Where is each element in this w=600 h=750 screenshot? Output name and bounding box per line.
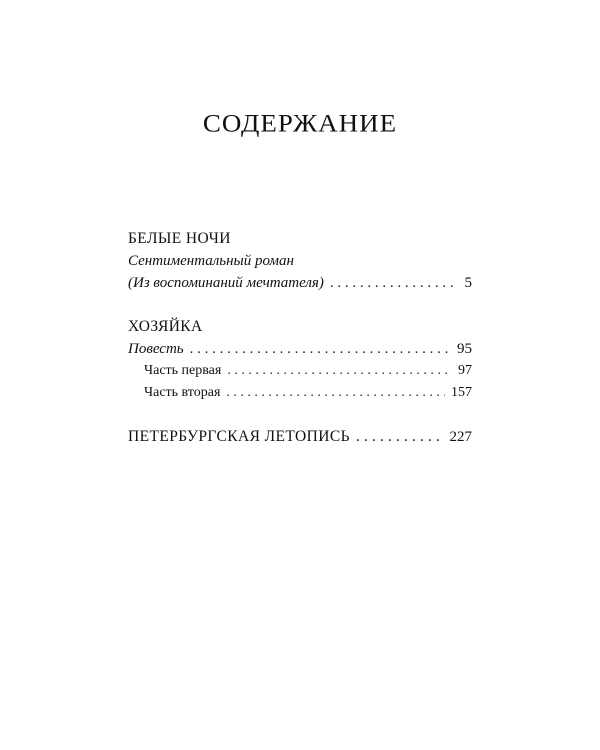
toc-page-number: 97 xyxy=(458,363,472,378)
toc-heading-petersburg-chronicle: ПЕТЕРБУРГСКАЯ ЛЕТОПИСЬ xyxy=(128,428,350,445)
toc-page-number: 5 xyxy=(464,275,472,291)
dot-leader xyxy=(330,272,456,294)
toc-entry-label: Повесть xyxy=(128,341,184,357)
dot-leader xyxy=(190,338,451,360)
toc-page-number: 95 xyxy=(457,341,472,357)
toc-entry-part-two[interactable] xyxy=(128,382,472,404)
dot-leader xyxy=(227,360,452,382)
toc-subtitle-label: Сентиментальный роман xyxy=(128,253,294,269)
toc-page-number: 157 xyxy=(451,385,472,400)
toc-entry-white-nights[interactable] xyxy=(128,272,472,294)
toc-heading-landlady[interactable]: ХОЗЯЙКА xyxy=(128,318,203,335)
toc-entry-landlady[interactable] xyxy=(128,338,472,360)
toc-subtitle xyxy=(128,250,472,272)
toc-entry-petersburg-chronicle[interactable] xyxy=(128,426,472,448)
toc-entry-label: (Из воспоминаний мечтателя) xyxy=(128,275,324,291)
dot-leader xyxy=(356,426,444,448)
page-title: СОДЕРЖАНИЕ xyxy=(202,108,398,138)
toc-page-number: 227 xyxy=(449,429,472,445)
toc-entry-part-one[interactable] xyxy=(128,360,472,382)
toc-heading-white-nights[interactable]: БЕЛЫЕ НОЧИ xyxy=(128,230,231,247)
dot-leader xyxy=(226,382,445,404)
table-of-contents xyxy=(128,228,472,448)
toc-entry-label: Часть первая xyxy=(144,363,222,378)
toc-entry-label: Часть вторая xyxy=(144,385,221,400)
